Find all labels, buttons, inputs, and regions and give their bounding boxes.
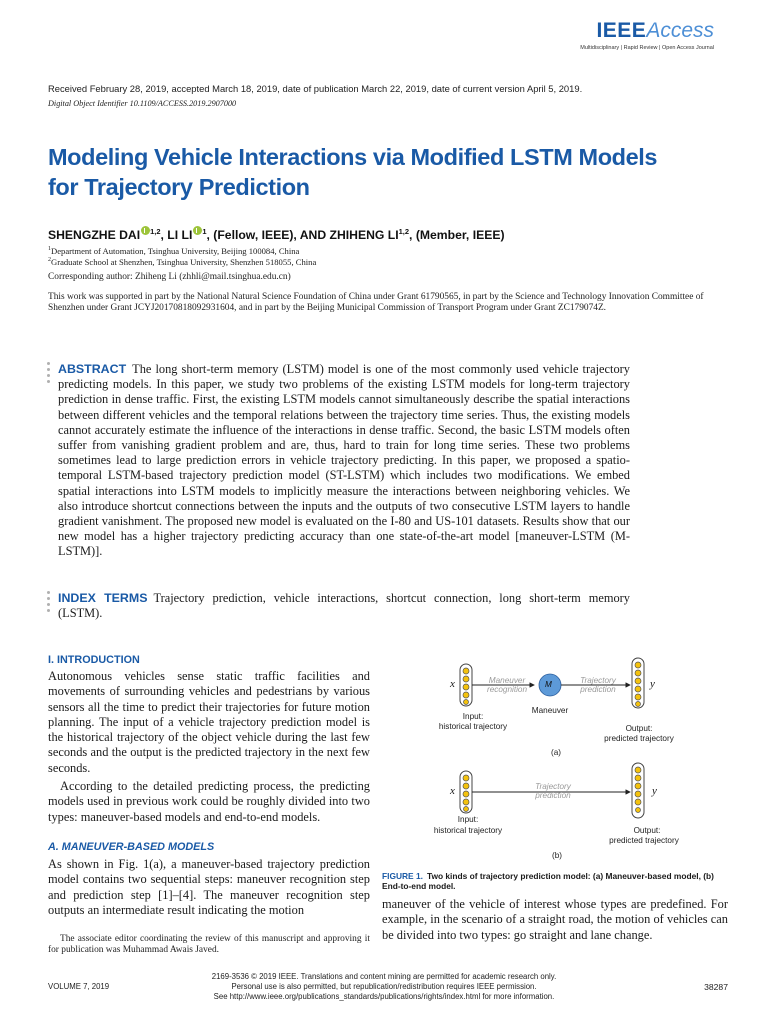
section-heading: I. INTRODUCTION — [48, 654, 140, 666]
var-x: x — [450, 678, 455, 690]
affiliation-2 — [48, 257, 316, 267]
footer-volume: VOLUME 7, 2019 — [48, 982, 110, 991]
index-terms-heading: INDEX TERMS — [58, 591, 148, 605]
footer-copyright — [190, 972, 578, 1001]
abstract-text: The long short-term memory (LSTM) model is one of the most commonly used vehicle trajectory predicting models. In this paper, we study two problems of the existing LSTM models for long-term trajectory prediction in dense traffic. First, the existing LSTM models cannot simultaneously describe the spatial interactions between different vehicles and the temporal relations between the trajectory time series. Thus, the existing models cannot accurately estimate the influence of the interactions in dense traffic. Second, the basic LSTM models often suffer from vanishing gradient problem and are, thus, hard to train for long time series. These two problems sometimes lead to large prediction errors in vehicle trajectory predicting. In this paper, we proposed a spatio-temporal LSTM-based trajectory prediction model (ST-LSTM) which includes two modifications. We embed spatial interactions into LSTM models to implicitly measure the interactions between neighboring vehicles. We also introduce shortcut connections between the inputs and the outputs of two consecutive LSTM layers to handle gradient vanishment. The proposed new model is evaluated on the I-80 and US-101 datasets. Results show that our new model has a higher trajectory predicting accuracy than one state-of-the-art model [maneuver-LSTM (M-LSTM)]. — [58, 362, 630, 559]
input-label: Input: — [457, 815, 479, 824]
section-marker-icon — [47, 591, 51, 615]
affiliation-text: Graduate School at Shenzhen, Tsinghua University, Shenzhen 518055, China — [51, 257, 317, 267]
logo-ieee: IEEE — [596, 19, 647, 42]
funding-note: This work was supported in part by the National Natural Science Foundation of China under Grant 61790565, in part by the Science and Technology Innovation Committee of Shenzhen under Grant JCYJ20170818092931604, and in part by the Beijing Municipal Commission of Transport Program under Grant ZC179074Z. — [48, 292, 704, 314]
paragraph: According to the detailed predicting process, the predicting models used in previous work could be roughly divided into two types: maneuver-based models and end-to-end models. — [48, 779, 370, 824]
footer-line[interactable]: See http://www.ieee.org/publications_standards/publications/rights/index.html for more information. — [213, 991, 555, 1001]
corresponding-author: Corresponding author: Zhiheng Li (zhhli@mail.tsinghua.edu.cn) — [48, 272, 291, 282]
editor-footnote: The associate editor coordinating the review of this manuscript and approving it for publication was Muhammad Awais Javed. — [48, 934, 370, 956]
author-3-affil: 1,2 — [398, 226, 410, 236]
author-2-affil: 1 — [202, 226, 207, 236]
output-desc: predicted trajectory — [609, 836, 679, 845]
author-2[interactable]: , LI LI — [160, 228, 193, 242]
output-vector-b — [632, 763, 644, 818]
var-y: y — [650, 678, 655, 690]
author-3-role: , (Member, IEEE) — [409, 228, 505, 242]
var-x: x — [450, 785, 455, 797]
affiliation-number: 2 — [48, 257, 51, 264]
author-1[interactable]: SHENGZHE DAI — [48, 228, 141, 242]
section-marker-icon — [47, 362, 51, 386]
received-dates: Received February 28, 2019, accepted March 18, 2019, date of publication March 22, 2019, date of current version April 5, 2019. — [48, 83, 583, 94]
author-line — [48, 226, 738, 242]
maneuver-label: Maneuver — [531, 706, 569, 715]
logo-access: Access — [646, 19, 714, 42]
affiliation-text: Department of Automation, Tsinghua University, Beijing 100084, China — [51, 246, 300, 256]
paragraph: maneuver of the vehicle of interest whose types are predefined. For example, in the scenario of a straight road, the motion of vehicles can be divided into two types: go straight and lane change. — [382, 897, 728, 942]
maneuver-recognition-label: Maneuver recognition — [486, 676, 528, 695]
orcid-icon[interactable] — [141, 226, 150, 235]
figure-caption — [382, 871, 728, 892]
orcid-icon[interactable] — [193, 226, 202, 235]
figure-1 — [382, 652, 728, 867]
abstract — [58, 362, 630, 560]
input-label: Input: — [462, 712, 484, 721]
caption-label: FIGURE 1. — [382, 871, 423, 881]
output-vector-a — [632, 658, 644, 708]
trajectory-prediction-label: Trajectory prediction — [580, 676, 616, 695]
output-label: Output: — [625, 724, 653, 733]
abstract-heading: ABSTRACT — [58, 362, 127, 376]
author-1-affil: 1,2 — [150, 226, 161, 236]
index-terms — [58, 591, 630, 621]
footer-line: Personal use is also permitted, but republication/redistribution requires IEEE permission. — [231, 981, 537, 991]
paragraph: Autonomous vehicles sense static traffic facilities and movements of surrounding vehicles and pedestrians by various sensors all the time to predict their trajectories for future motion planning. The input of a vehicle trajectory prediction model is the historical trajectory of the object vehicle during the last few seconds and the output is the predicted trajectory in the next few seconds. — [48, 669, 370, 775]
paragraph: As shown in Fig. 1(a), a maneuver-based trajectory prediction model contains two sequential steps: maneuver recognition step and prediction step [1]–[4]. The maneuver recognition step outputs an intermediate result indicating the motion — [48, 857, 370, 917]
maneuver-node-label: M — [545, 680, 552, 689]
affiliation-1 — [48, 246, 299, 256]
author-3[interactable]: , (Fellow, IEEE), AND ZHIHENG LI — [206, 228, 399, 242]
input-vector-b — [460, 771, 472, 813]
input-desc: historical trajectory — [433, 826, 503, 835]
page-number: 38287 — [704, 982, 728, 992]
subfigure-b-label: (b) — [551, 851, 562, 860]
logo-tagline: Multidisciplinary | Rapid Review | Open Access Journal — [580, 45, 714, 51]
input-desc: historical trajectory — [438, 722, 508, 731]
output-desc: predicted trajectory — [604, 734, 674, 743]
caption-text: Two kinds of trajectory prediction model: (a) Maneuver-based model, (b) End-to-end model. — [382, 871, 714, 892]
doi[interactable]: Digital Object Identifier 10.1109/ACCESS.2019.2907000 — [48, 99, 237, 108]
var-y: y — [652, 785, 657, 797]
footer-line: 2169-3536 © 2019 IEEE. Translations and content mining are permitted for academic research only. — [211, 972, 557, 981]
paper-title: Modeling Vehicle Interactions via Modified LSTM Models for Trajectory Prediction — [48, 144, 658, 200]
input-vector-a — [460, 664, 472, 706]
trajectory-prediction-label: Trajectory prediction — [535, 782, 571, 801]
affiliation-number: 1 — [48, 246, 51, 253]
output-label: Output: — [633, 826, 661, 835]
subsection-heading: A. MANEUVER-BASED MODELS — [48, 841, 215, 853]
index-terms-text: Trajectory prediction, vehicle interactions, shortcut connection, long short-term memory (LSTM). — [58, 591, 630, 621]
subfigure-a-label: (a) — [550, 748, 561, 757]
journal-logo — [580, 20, 714, 51]
